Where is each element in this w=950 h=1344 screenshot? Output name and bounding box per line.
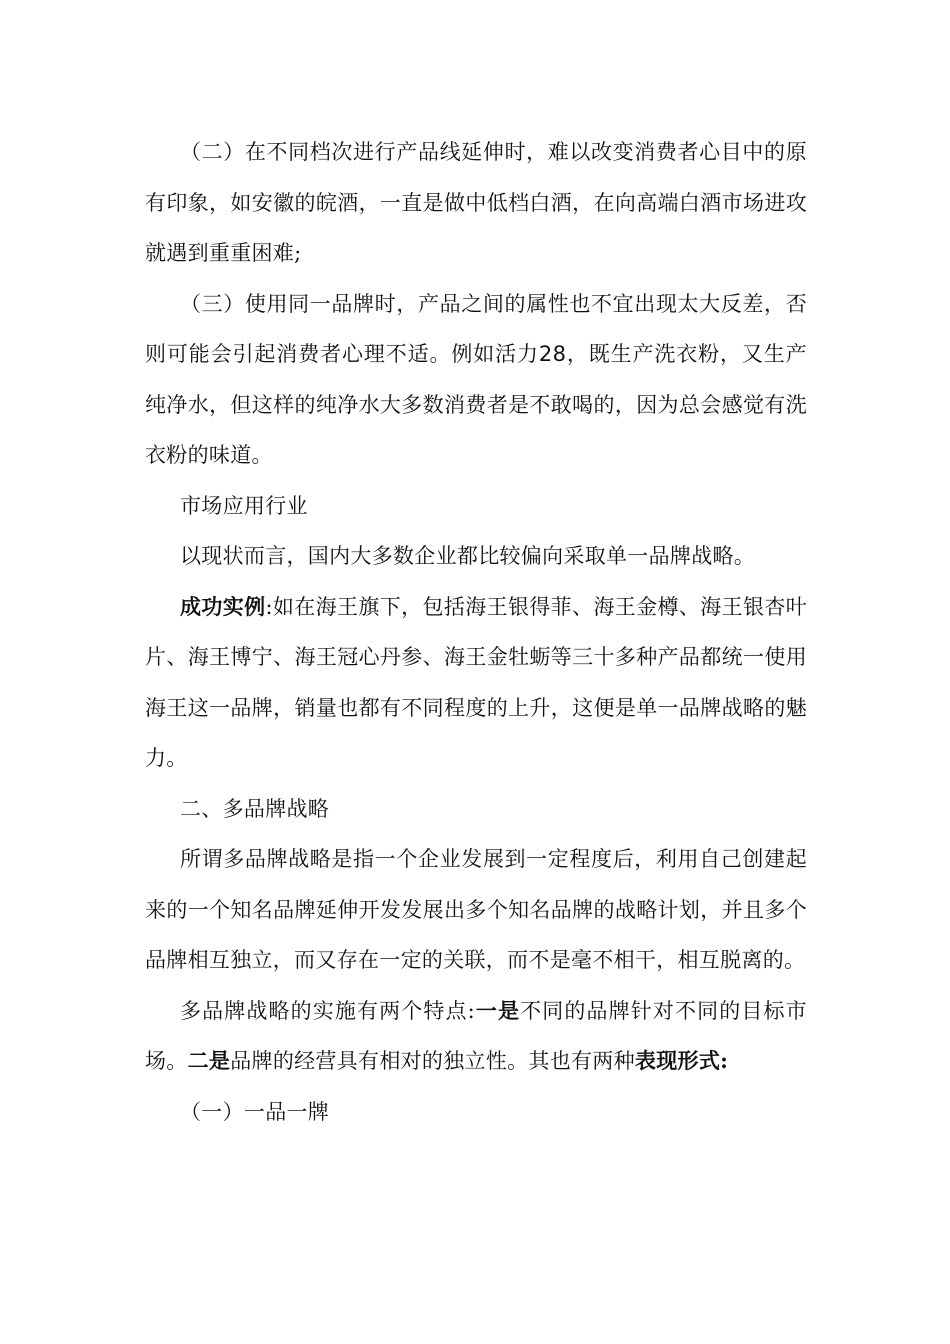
bold-term: 表现形式: — [634, 1048, 729, 1073]
paragraph-text-part: （三）使用同一品牌时，产品之间的属性也不宜出现太大反差，否则可能会引起消费者心理不适。例如活力 — [145, 291, 807, 366]
paragraph-text-part: 不同的品牌针对不同的目标市场。 — [145, 998, 807, 1073]
brand-number: 28 — [538, 342, 567, 366]
paragraph-multi-brand-definition — [145, 834, 807, 986]
paragraph-text: 市场应用行业 — [180, 493, 308, 518]
paragraph-current-status — [145, 531, 807, 582]
paragraph-text-part: ，既生产洗衣粉，又生产纯净水，但这样的纯净水大多数消费者是不敢喝的，因为总会感觉有洗衣粉的味道。 — [145, 342, 807, 467]
paragraph-market-industry — [145, 481, 807, 532]
paragraph-text-part: :如在海王旗下，包括海王银得菲、海王金樽、海王银杏叶片、海王博宁、海王冠心丹参、海王金牡蛎等三十多种产品都统一使用海王这一品牌，销量也都有不同程度的上升，这便是单一品牌战略的魅力。 — [145, 594, 807, 770]
bold-term: 一是 — [475, 997, 521, 1023]
paragraph-text: 以现状而言，国内大多数企业都比较偏向采取单一品牌战略。 — [180, 544, 756, 568]
paragraph-text-part: 多品牌战略的实施有两个特点: — [180, 998, 476, 1023]
paragraph-text: 二、多品牌战略 — [180, 796, 330, 821]
heading-multi-brand-strategy — [145, 784, 807, 835]
document-body — [145, 127, 807, 1137]
subheading-one-product-one-brand — [145, 1087, 807, 1138]
paragraph-product-line-extension — [145, 127, 807, 279]
paragraph-attribute-contrast — [145, 279, 807, 481]
paragraph-text: （二）在不同档次进行产品线延伸时，难以改变消费者心目中的原有印象，如安徽的皖酒，一直是做中低档白酒，在向高端白酒市场进攻就遇到重重困难; — [145, 140, 807, 265]
paragraph-multi-brand-features — [145, 986, 807, 1087]
paragraph-success-example — [145, 582, 807, 784]
paragraph-text: （一）一品一牌 — [180, 1099, 330, 1124]
paragraph-text: 所谓多品牌战略是指一个企业发展到一定程度后，利用自己创建起来的一个知名品牌延伸开发发展出多个知名品牌的战略计划，并且多个品牌相互独立，而又存在一定的关联，而不是毫不相干，相互脱离的。 — [145, 847, 807, 972]
bold-lead: 成功实例 — [180, 593, 266, 619]
paragraph-text-part: 品牌的经营具有相对的独立性。其也有两种 — [230, 1049, 635, 1073]
bold-term: 二是 — [187, 1048, 231, 1073]
